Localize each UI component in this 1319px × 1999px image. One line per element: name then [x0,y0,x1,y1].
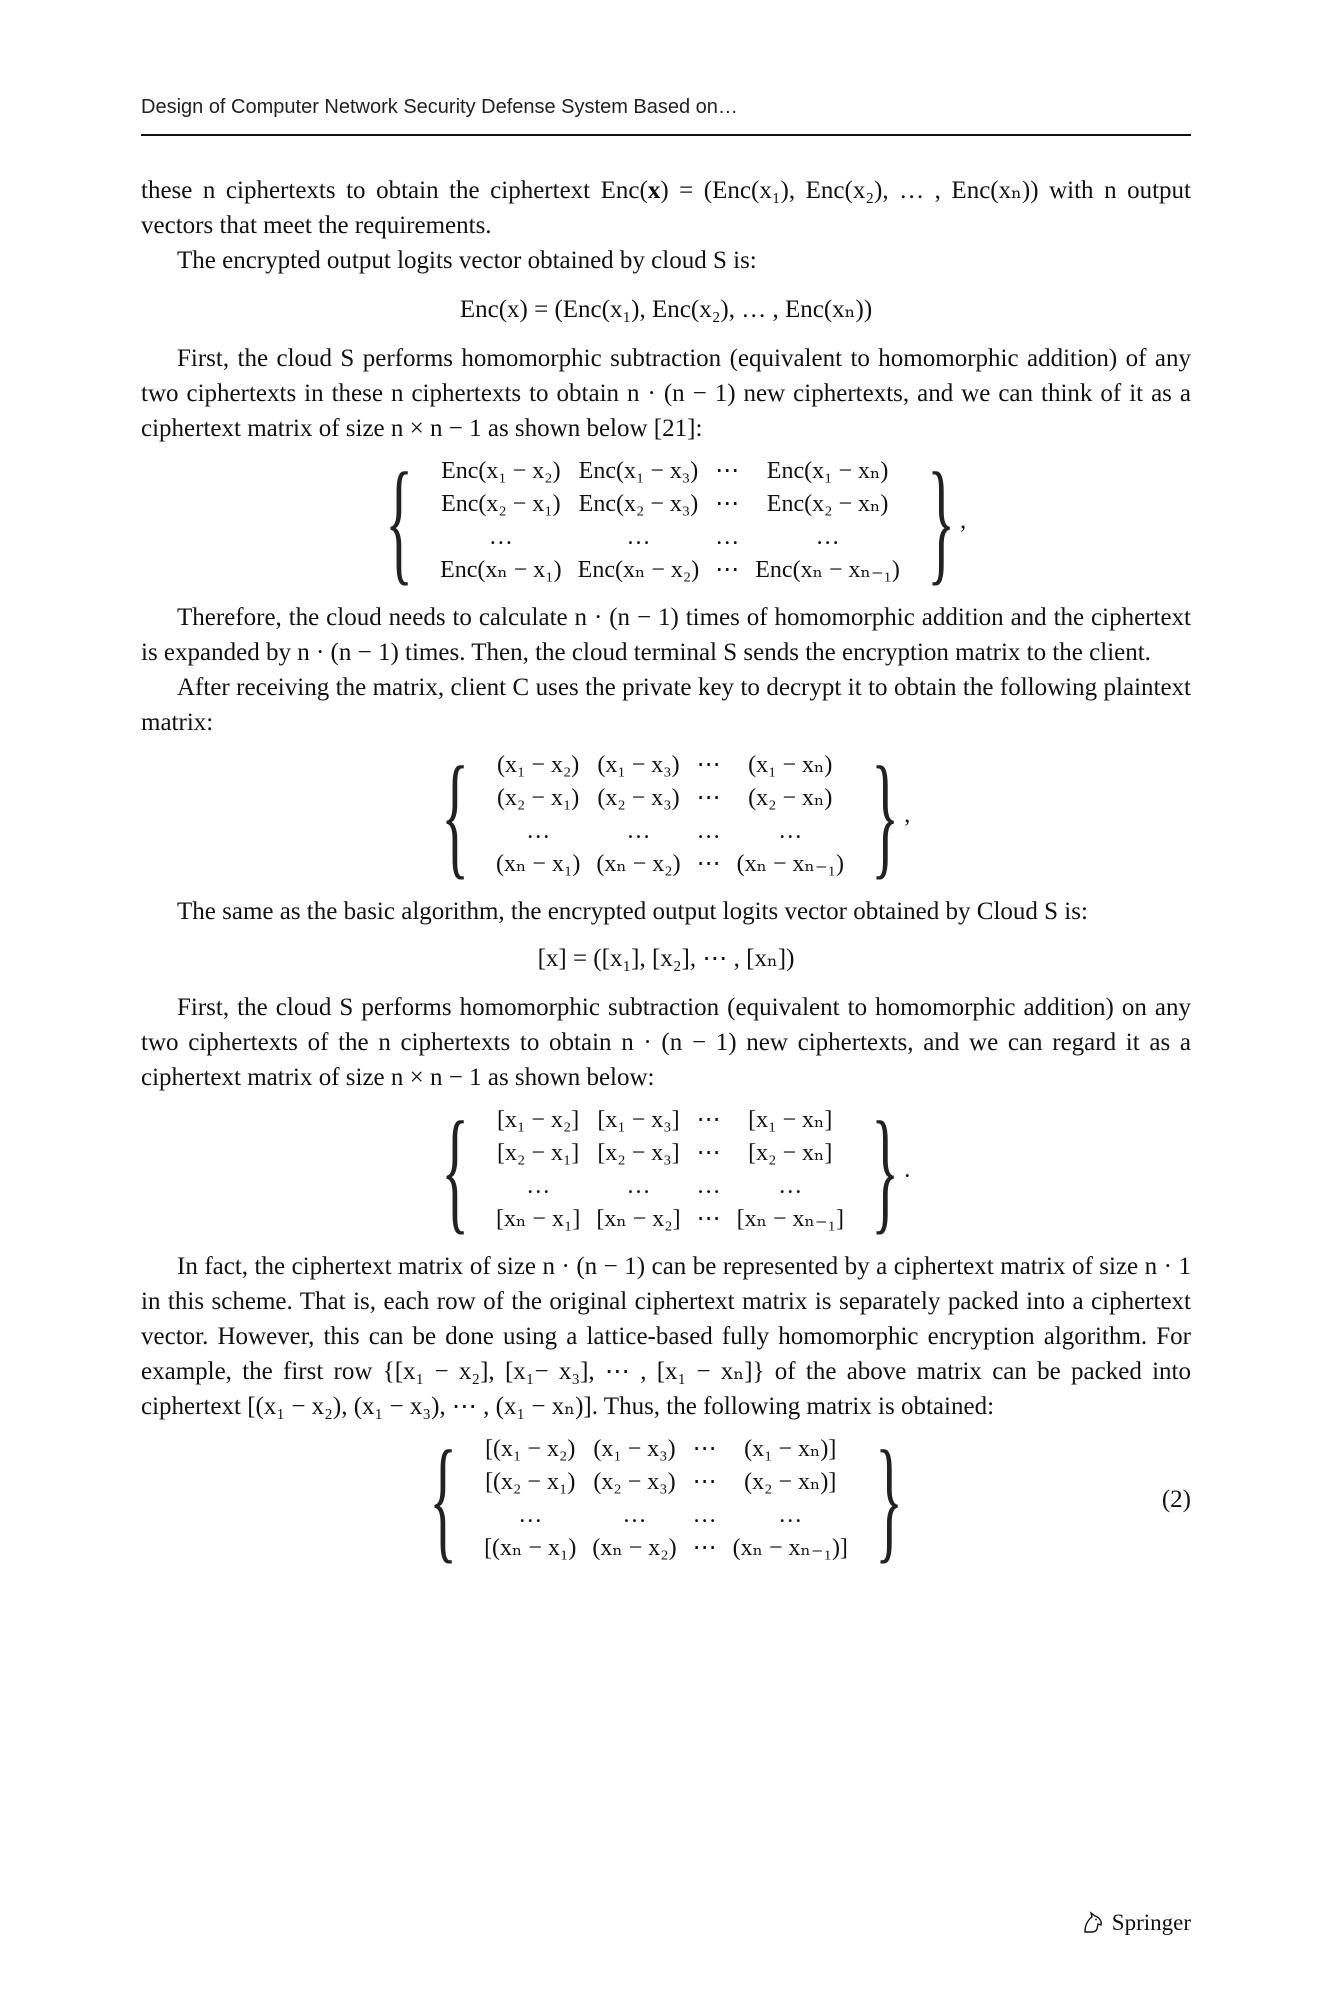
m3-cell: … [526,1173,551,1199]
matrix-3-table [488,1104,852,1236]
m2-cell: (x₂ − x₃) [597,785,680,811]
m1-cell: Enc(x₂ − x₃) [578,491,699,517]
right-brace: } [871,738,899,891]
m2-cell: (xₙ − x₁) [496,851,581,877]
publisher-footer [1080,1910,1191,1936]
m2-cell: (xₙ − xₙ₋₁) [736,851,844,877]
paragraph-7: First, the cloud S performs homomorphic subtraction (equivalent to homomorphic addition) on any two ciphertexts of the n ciphertexts to obtain n · (n − 1) new ciphertexts, and we can regard it as a ciphertext matrix of size n × n − 1 as shown below: [141,994,1191,1091]
page-body [141,173,1191,1575]
m2-cell: ⋯ [696,785,721,811]
right-brace: } [875,1422,903,1575]
m4-cell: (xₙ − xₙ₋₁)] [732,1535,848,1561]
m1-cell: … [488,524,513,550]
m3-cell: ⋯ [696,1206,721,1232]
m2-cell: (x₁ − x₃) [597,752,680,778]
m4-cell: (x₂ − x₃) [593,1469,676,1495]
m3-cell: … [778,1173,803,1199]
equation-enc-x: Enc(x) = (Enc(x₁), Enc(x₂), … , Enc(xₙ)) [459,296,873,323]
m1-cell: Enc(xₙ − xₙ₋₁) [755,557,900,583]
m3-cell: [x₁ − xₙ] [748,1107,833,1133]
right-brace: } [927,444,955,597]
springer-horse-icon [1080,1910,1106,1936]
matrix-plaintext-differences [141,738,1191,891]
paragraph-4: Therefore, the cloud needs to calculate n · (n − 1) times of homomorphic addition and the ciphertext is expanded by n · (n − 1) times. Then, the cloud terminal S sends the encryption matrix to the client. [141,604,1191,666]
matrix-1-trail: , [960,507,967,534]
m1-cell: ⋯ [715,557,740,583]
left-brace: { [441,1093,469,1246]
m1-cell: Enc(x₁ − x₃) [578,458,699,484]
paragraph-5: After receiving the matrix, client C uses the private key to decrypt it to obtain the following plaintext matrix: [141,674,1191,736]
matrix-1-table [432,455,908,587]
m3-cell: [x₁ − x₃] [597,1107,680,1133]
matrix-2-table [488,749,852,881]
m2-cell: (x₂ − x₁) [497,785,580,811]
m1-cell: ⋯ [715,491,740,517]
left-brace: { [385,444,413,597]
m3-cell: [x₁ − x₂] [497,1107,580,1133]
m3-cell: [xₙ − xₙ₋₁] [736,1206,844,1232]
paragraph-1 [141,173,1191,243]
m4-cell: ⋯ [692,1436,717,1462]
m3-cell: … [696,1173,721,1199]
matrix-3-trail: . [904,1156,911,1183]
matrix-packed-ciphertexts [141,1093,1191,1246]
m3-cell: [xₙ − x₂] [596,1206,681,1232]
m4-cell: (xₙ − x₂) [592,1535,677,1561]
m2-cell: ⋯ [696,851,721,877]
m4-cell: … [622,1502,647,1528]
m4-cell: (x₁ − xₙ)] [744,1436,837,1462]
m4-cell: … [778,1502,803,1528]
m1-cell: Enc(x₁ − x₂) [441,458,561,484]
p1-bold: x [647,177,661,204]
m1-cell: Enc(xₙ − x₂) [577,557,700,583]
equation-2-matrix [141,1422,1191,1575]
m1-cell: … [815,524,840,550]
m4-cell: ⋯ [692,1469,717,1495]
m1-cell: ⋯ [715,458,740,484]
m3-cell: [xₙ − x₁] [496,1206,581,1232]
paragraph-8: In fact, the ciphertext matrix of size n · (n − 1) can be represented by a ciphertext matrix of size n · 1 in this scheme. That is, each row of the original ciphertext matrix is separately packed into a ciphertext vector. However, this can be done using a lattice-based fully homomorphic encryption algorithm. For example, the first row {[x₁ − x₂], [x₁− x₃], ⋯ , [x₁ − xₙ]} of the above matrix can be packed into ciphertext [(x₁ − x₂), (x₁ − x₃), ⋯ , (x₁ − xₙ)]. Thus, the following matrix is obtained: [141,1253,1191,1420]
header-rule [141,134,1191,136]
m3-cell: ⋯ [696,1107,721,1133]
m4-cell: (x₂ − xₙ)] [744,1469,837,1495]
m2-cell: (x₂ − xₙ) [748,785,833,811]
left-brace: { [441,738,469,891]
paragraph-3: First, the cloud S performs homomorphic subtraction (equivalent to homomorphic addition) of any two ciphertexts in these n ciphertexts to obtain n · (n − 1) new ciphertexts, and we can think of it as a ciphertext matrix of size n × n − 1 as shown below [21]: [141,345,1191,442]
m1-cell: Enc(x₂ − xₙ) [766,491,889,517]
m4-cell: [(xₙ − x₁) [484,1535,577,1561]
left-brace: { [429,1422,457,1575]
m1-cell: Enc(x₂ − x₁) [441,491,561,517]
matrix-encrypted-differences [141,444,1191,597]
m2-cell: (x₁ − x₂) [497,752,580,778]
right-brace: } [871,1093,899,1246]
m2-cell: ⋯ [696,752,721,778]
m2-cell: … [626,818,651,844]
m4-cell: ⋯ [692,1535,717,1561]
equation-bracket-x: [x] = ([x₁], [x₂], ⋯ , [xₙ]) [537,945,795,972]
m2-cell: … [526,818,551,844]
m1-cell: Enc(xₙ − x₁) [440,557,562,583]
m4-cell: [(x₂ − x₁) [485,1469,576,1495]
m2-cell: (xₙ − x₂) [596,851,681,877]
publisher-name: Springer [1111,1910,1191,1935]
m1-cell: … [626,524,651,550]
equation-number: (2) [1161,1485,1191,1513]
paragraph-6: The same as the basic algorithm, the encrypted output logits vector obtained by Cloud S is: [177,898,1088,925]
matrix-2-trail: , [904,801,911,828]
matrix-4-table [476,1433,856,1565]
m3-cell: [x₂ − xₙ] [748,1140,833,1166]
m3-cell: … [626,1173,651,1199]
paragraph-2: The encrypted output logits vector obtained by cloud S is: [177,247,757,274]
m2-cell: (x₁ − xₙ) [748,752,833,778]
m2-cell: … [778,818,803,844]
m4-cell: … [692,1502,717,1528]
m4-cell: (x₁ − x₃) [593,1436,676,1462]
m2-cell: … [696,818,721,844]
m3-cell: [x₂ − x₃] [597,1140,680,1166]
m1-cell: Enc(x₁ − xₙ) [766,458,889,484]
m4-cell: [(x₁ − x₂) [485,1436,576,1462]
m3-cell: [x₂ − x₁] [497,1140,580,1166]
p1-pre: these n ciphertexts to obtain the ciphertext Enc( [141,177,648,204]
m1-cell: … [715,524,740,550]
m4-cell: … [518,1502,543,1528]
m3-cell: ⋯ [696,1140,721,1166]
running-header: Design of Computer Network Security Defense System Based on… [141,96,738,118]
p1-post: ) = (Enc(x₁), Enc(x₂), … , Enc(xₙ)) with n output vectors that meet the requirements. [141,177,1191,239]
